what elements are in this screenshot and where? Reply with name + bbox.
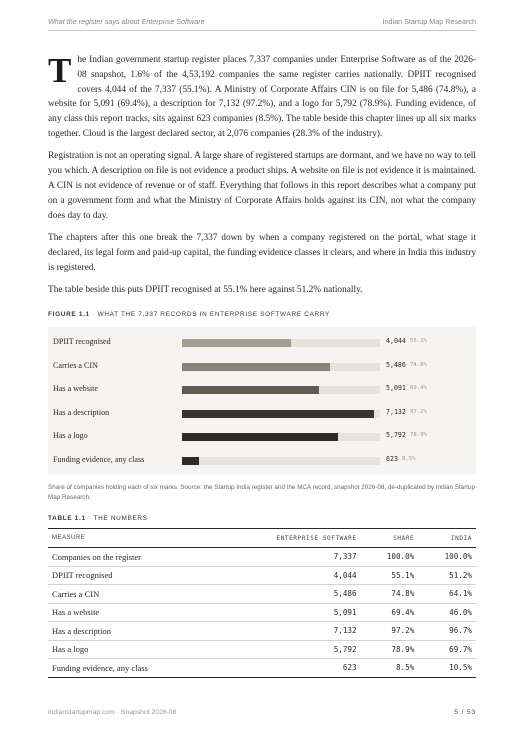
cell-share: 97.2% [361, 622, 419, 641]
bar-row [48, 425, 476, 448]
bar-percent-label: 8.5% [402, 455, 416, 462]
cell-measure: Funding evidence, any class [48, 659, 217, 678]
cell-measure: Has a website [48, 603, 217, 622]
cell-india: 96.7% [418, 622, 476, 641]
bar-label: DPIIT recognised [53, 337, 111, 346]
bar-chart [48, 327, 476, 475]
cell-measure: Has a logo [48, 640, 217, 659]
table-row [48, 640, 476, 659]
table-row [48, 622, 476, 641]
bar-row [48, 378, 476, 401]
figure-caption-separator: · [89, 311, 98, 318]
table-caption-separator: · [85, 515, 94, 522]
body-text [48, 53, 476, 305]
cell-india: 64.1% [418, 585, 476, 604]
cell-india: 51.2% [418, 566, 476, 585]
cell-share: 100.0% [361, 548, 419, 567]
cell-india: 46.0% [418, 603, 476, 622]
cell-count: 7,132 [217, 622, 360, 641]
cell-count: 5,792 [217, 640, 360, 659]
table-label: TABLE 1.1 [48, 515, 86, 522]
paragraph-intro-text: he Indian government startup register places 7,337 companies under Enterprise Software as of the 2026-08 snapshot, 1.6% of the 4,53,192 companies the same register carries nationally. DPIIT recognised covers 4,044 of the 7,337 (55.1%). A Ministry of Corporate Affairs CIN is on file for 5,486 (74.8%), a website for 5,091 (69.4%), a description for 7,132 (97.2%), and a logo for 5,792 (78.9%). Funding evidence, of any class this report tracks, sits against 623 companies (8.5%). The table beside this chapter lines up all six marks together. Cloud is the largest declared sector, at 2,076 companies (28.3% of the industry). [48, 55, 476, 139]
bar-label: Has a website [53, 384, 98, 393]
cell-count: 623 [217, 659, 360, 678]
numbers-table [48, 528, 476, 678]
drop-cap: T [48, 51, 72, 90]
bar-value-label: 5,091 [386, 384, 406, 392]
cell-share: 69.4% [361, 603, 419, 622]
page-number: 5 / 53 [454, 709, 476, 716]
column-header-share: SHARE [361, 529, 419, 548]
paragraph-chapters: The chapters after this one break the 7,337 down by when a company registered on the portal, what stage it declared, its legal form and paid-up capital, the funding evidence classes it clears, and where in India this industry is registered. [48, 232, 476, 273]
cell-measure: Companies on the register [48, 548, 217, 567]
cell-share: 74.8% [361, 585, 419, 604]
header-chapter-title: What the register says about Enterprise Software [48, 17, 205, 26]
cell-measure: Has a description [48, 622, 217, 641]
cell-india: 10.5% [418, 659, 476, 678]
column-header-measure: MEASURE [48, 529, 217, 548]
cell-measure: Carries a CIN [48, 585, 217, 604]
table-row [48, 585, 476, 604]
bar-label: Has a logo [53, 431, 88, 440]
bar-track [182, 363, 380, 371]
cell-count: 4,044 [217, 566, 360, 585]
cell-count: 5,486 [217, 585, 360, 604]
bar-track [182, 339, 380, 347]
bar-row [48, 355, 476, 378]
running-header [48, 17, 476, 31]
bar [182, 339, 291, 347]
bar-percent-label: 97.2% [410, 408, 427, 415]
footer-site-snapshot: indianstartupmap.com · Snapshot 2026-08 [48, 709, 177, 716]
paragraph-comparison: The table beside this puts DPIIT recognised at 55.1% here against 51.2% nationally. [48, 284, 363, 295]
bar-row [48, 331, 476, 354]
table-row [48, 659, 476, 678]
column-header-india: INDIA [418, 529, 476, 548]
bar-value-label: 5,792 [386, 431, 406, 439]
cell-share: 78.9% [361, 640, 419, 659]
bar-percent-label: 69.4% [410, 385, 427, 391]
bar-track [182, 386, 380, 394]
table-row [48, 548, 476, 567]
bar-label: Funding evidence, any class [53, 454, 145, 464]
cell-share: 55.1% [361, 566, 419, 585]
paragraph-caveat: Registration is not an operating signal. A large share of registered startups are dormant, and we have no way to tell you which. A description on file is not evidence a product ships. A website on file is not evidence it is maintained. A CIN is not evidence of revenue or of staff. Everything that follows in this report describes what a company put on a government form and what the Ministry of Corporate Affairs holds against its CIN, not what the company does day to day. [48, 151, 476, 221]
cell-count: 5,091 [217, 603, 360, 622]
cell-share: 8.5% [361, 659, 419, 678]
bar-track [182, 410, 380, 418]
table-title: THE NUMBERS [93, 515, 148, 522]
bar-row [48, 402, 476, 425]
bar [182, 386, 319, 394]
bar-row [48, 449, 476, 472]
figure-title: WHAT THE 7,337 RECORDS IN ENTERPRISE SOFTWARE CARRY [97, 311, 331, 318]
bar-label: Has a description [53, 407, 110, 417]
bar-track [182, 433, 380, 441]
table-row [48, 603, 476, 622]
paragraph-intro [48, 53, 476, 142]
bar-label: Carries a CIN [53, 360, 98, 370]
table-caption [48, 515, 148, 522]
figure-label: FIGURE 1.1 [48, 311, 90, 318]
cell-india: 69.7% [418, 640, 476, 659]
column-header-enterprise-software: ENTERPRISE SOFTWARE [217, 529, 360, 548]
bar [182, 410, 374, 418]
bar-value-label: 5,486 [386, 360, 406, 369]
bar-value-label: 7,132 [386, 407, 406, 416]
bar-value-label: 4,044 [386, 337, 406, 345]
cell-count: 7,337 [217, 548, 360, 567]
figure-source-note: Share of companies holding each of six marks. Source: the Startup India register and the MCA record, snapshot 2026-08, de-duplicated by Indian Startup Map Research. [48, 484, 476, 501]
bar-percent-label: 78.9% [410, 432, 427, 438]
figure-caption [48, 311, 330, 318]
header-publication-name: Indian Startup Map Research [382, 17, 476, 26]
table-header-row [48, 529, 476, 548]
cell-measure: DPIIT recognised [48, 566, 217, 585]
bar [182, 363, 330, 371]
header-divider [48, 30, 476, 31]
bar-track [182, 457, 380, 465]
bar [182, 433, 338, 441]
table-row [48, 566, 476, 585]
bar-percent-label: 55.1% [410, 338, 427, 344]
cell-india: 100.0% [418, 548, 476, 567]
bar-percent-label: 74.8% [410, 361, 427, 368]
bar [182, 457, 199, 465]
bar-value-label: 623 [386, 454, 398, 463]
